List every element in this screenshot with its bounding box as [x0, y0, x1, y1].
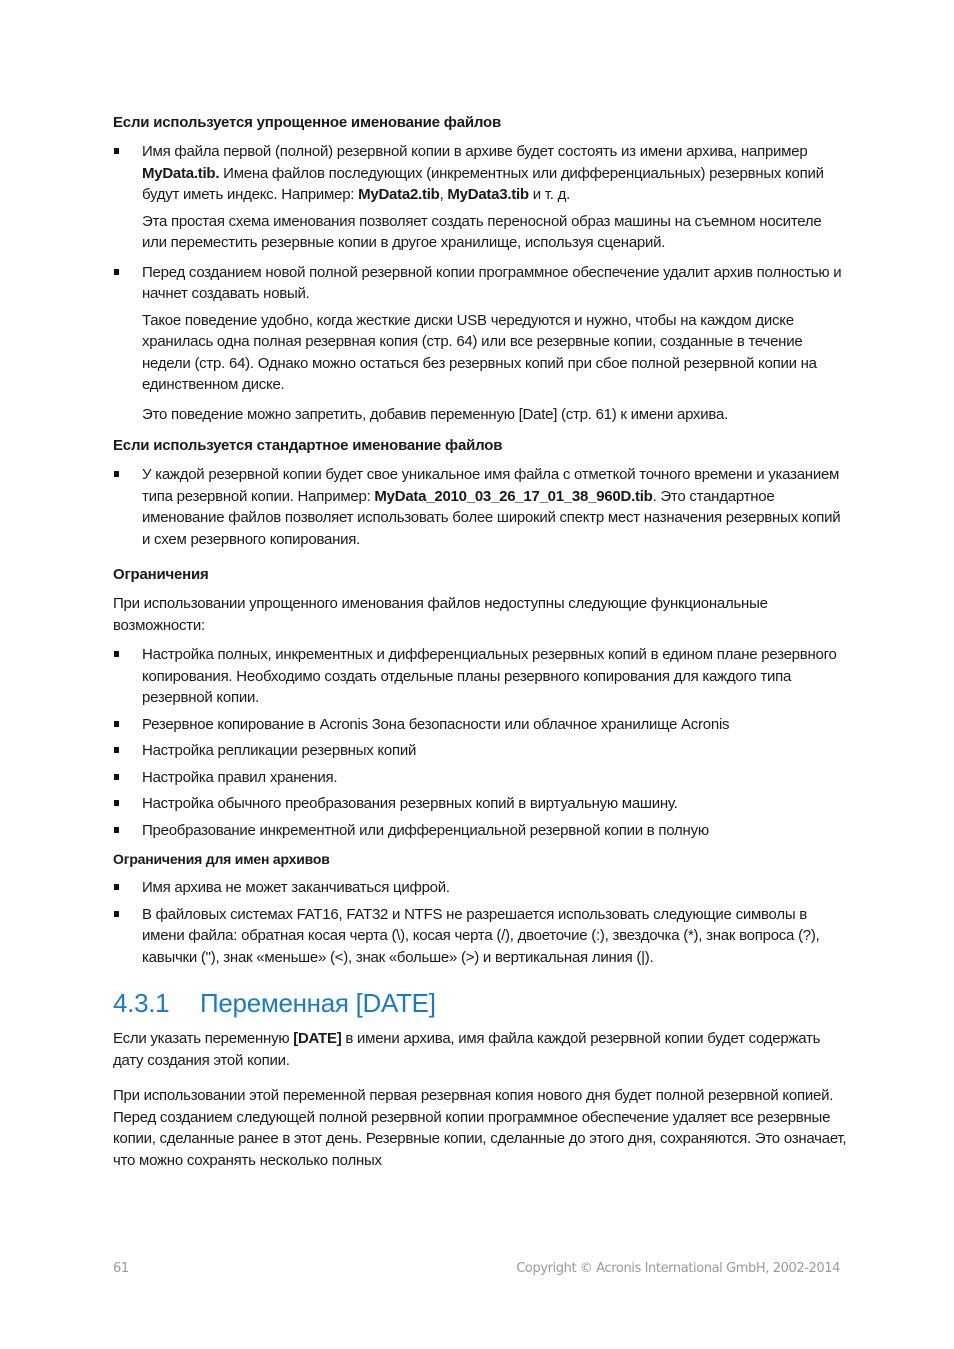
- heading-archive-name-limitations: Ограничения для имен архивов: [113, 851, 330, 867]
- list-limitations: [113, 644, 848, 841]
- list-item: Резервное копирование в Acronis Зона безопасности или облачное хранилище Acronis: [113, 714, 848, 736]
- square-bullet-icon: [114, 911, 119, 917]
- heading-limitations: Ограничения: [113, 566, 209, 583]
- square-bullet-icon: [114, 721, 119, 727]
- list-item: Имя архива не может заканчиваться цифрой.: [113, 877, 848, 899]
- heading-simple-naming: Если используется упрощенное именование файлов: [113, 114, 501, 131]
- paragraph: При использовании упрощенного именования файлов недоступны следующие функциональные возможности:: [113, 595, 768, 634]
- square-bullet-icon: [114, 148, 119, 154]
- list-item: Настройка репликации резервных копий: [113, 740, 848, 762]
- square-bullet-icon: [114, 827, 119, 833]
- square-bullet-icon: [114, 471, 119, 477]
- paragraph: Эта простая схема именования позволяет создать переносной образ машины на съемном носителе или переместить резервные копии в другое хранилище, используя сценарий.: [142, 212, 822, 251]
- copyright-notice: Copyright © Acronis International GmbH, 2002-2014: [516, 1261, 840, 1276]
- document-page: [113, 112, 848, 1179]
- filename-example: MyData.tib.: [142, 164, 220, 182]
- list-standard-naming: [113, 464, 848, 550]
- section-number: 4.3.1: [113, 988, 170, 1018]
- filename-example: MyData2.tib: [358, 186, 440, 203]
- paragraph: Такое поведение удобно, когда жесткие диски USB чередуются и нужно, чтобы на каждом диске хранилась одна полная резервная копия (стр. 64) или все резервные копии, созданные в течение недели (стр. 64). Однако можно остаться без резервных копий при сбое полной резервной копии на единственном диске.: [142, 311, 817, 393]
- section-title: Переменная [DATE]: [200, 988, 436, 1018]
- list-item: Настройка обычного преобразования резервных копий в виртуальную машину.: [113, 793, 848, 815]
- filename-example: MyData_2010_03_26_17_01_38_960D.tib: [374, 487, 653, 505]
- square-bullet-icon: [114, 651, 119, 657]
- list-item: Преобразование инкрементной или дифференциальной резервной копии в полную: [113, 820, 848, 842]
- list-item: Имя файла первой (полной) резервной копии в архиве будет состоять из имени архива, например MyData.tib. Имена файлов последующих (инкрементных или дифференциальных) резервных копий будут иметь индекс. Например: MyData2.tib, MyData3.tib и т. д.: [113, 141, 848, 206]
- page-number: 61: [113, 1261, 129, 1276]
- square-bullet-icon: [114, 800, 119, 806]
- paragraph: При использовании этой переменной первая резервная копия нового дня будет полной резервной копией. Перед созданием следующей полной резервной копии программное обеспечение удаляет все резервные копии, сделанные ранее в этот день. Резервные копии, сделанные до этого дня, сохраняются. Это означает, что можно сохранять несколько полных: [113, 1087, 847, 1169]
- square-bullet-icon: [114, 747, 119, 753]
- square-bullet-icon: [114, 884, 119, 890]
- section-heading-date-variable: [113, 986, 848, 1020]
- list-item: Перед созданием новой полной резервной копии программное обеспечение удалит архив полностью и начнет создавать новый.: [113, 262, 848, 305]
- paragraph: Если указать переменную [DATE] в имени архива, имя файла каждой резервной копии будет содержать дату создания этой копии.: [113, 1030, 821, 1069]
- paragraph: Это поведение можно запретить, добавив переменную [Date] (стр. 61) к имени архива.: [142, 405, 728, 423]
- square-bullet-icon: [114, 269, 119, 275]
- list-item: Настройка правил хранения.: [113, 767, 848, 789]
- heading-standard-naming: Если используется стандартное именование файлов: [113, 437, 503, 454]
- square-bullet-icon: [114, 774, 119, 780]
- list-item: В файловых системах FAT16, FAT32 и NTFS не разрешается использовать следующие символы в имени файла: обратная косая черта (\), косая черта (/), двоеточие (:), звездочка (*), знак вопроса (?), кавычки ("), знак «меньше» (<), знак «больше» (>) и вертикальная линия (|).: [113, 904, 848, 969]
- list-archive-name-limitations: [113, 877, 848, 968]
- list-simple-naming: [113, 141, 848, 206]
- list-simple-naming-2: [113, 262, 848, 305]
- filename-example: MyData3.tib: [447, 186, 529, 203]
- list-item: У каждой резервной копии будет свое уникальное имя файла с отметкой точного времени и указанием типа резервной копии. Например: MyData_2010_03_26_17_01_38_960D.tib. Это стандартное именование файлов позволяет использовать более широкий спектр мест назначения резервных копий и схем резервного копирования.: [113, 464, 848, 550]
- variable-name: [DATE]: [293, 1030, 342, 1047]
- list-item: Настройка полных, инкрементных и дифференциальных резервных копий в едином плане резервного копирования. Необходимо создать отдельные планы резервного копирования для каждого типа резервной копии.: [113, 644, 848, 709]
